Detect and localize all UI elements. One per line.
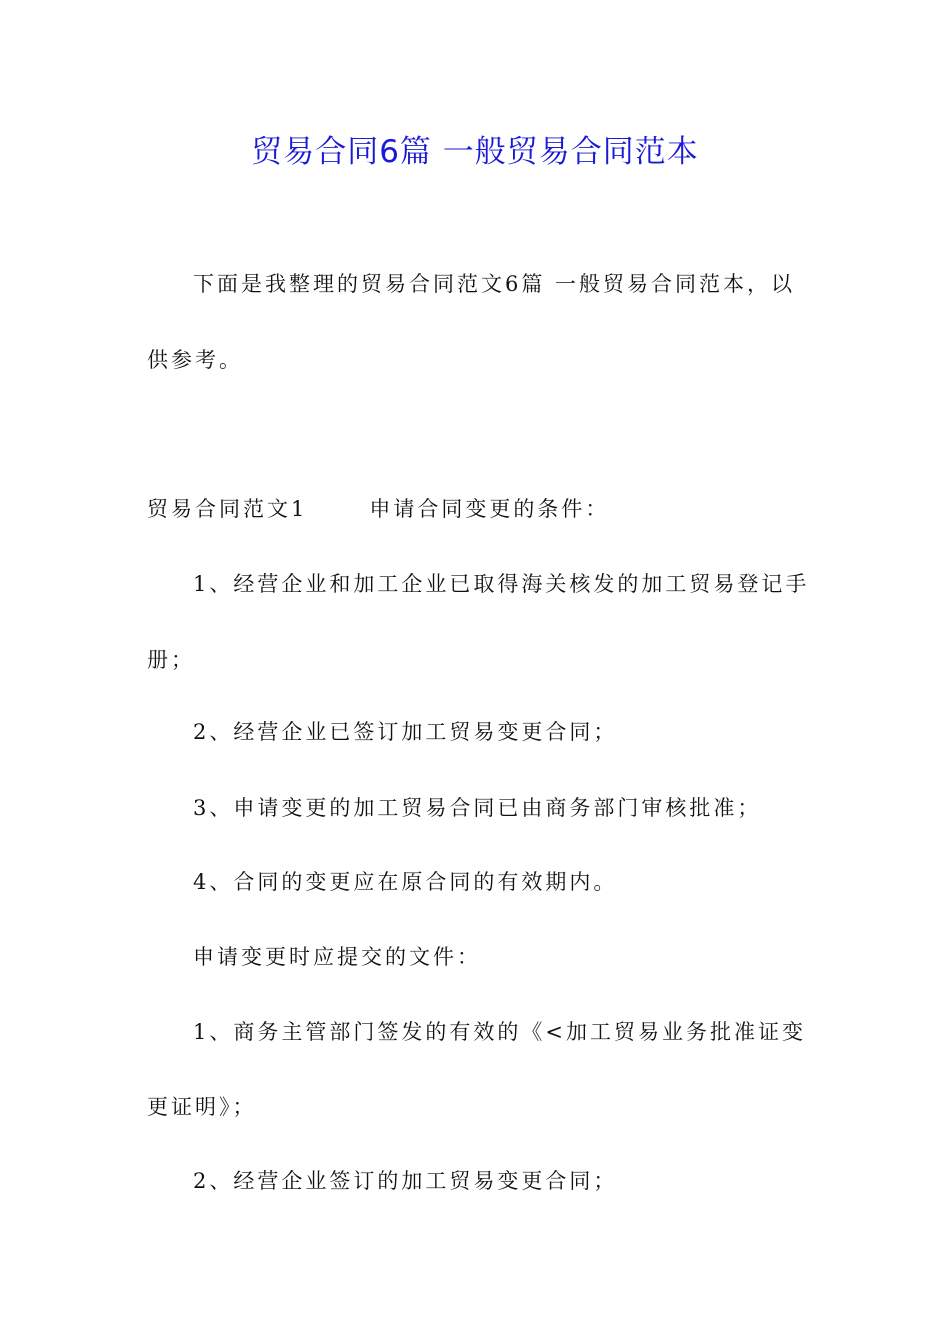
- intro-line-1: 下面是我整理的贸易合同范文6篇 一般贸易合同范本，以: [193, 272, 796, 296]
- section-heading-line: [147, 494, 807, 524]
- condition-item-3: 3、申请变更的加工贸易合同已由商务部门审核批准；: [193, 796, 762, 820]
- condition-item-2: 2、经营企业已签订加工贸易变更合同；: [193, 720, 618, 744]
- document-item-1-line-2: 更证明》；: [147, 1095, 257, 1119]
- intro-line-2: 供参考。: [147, 348, 243, 372]
- condition-item-1-line-2: 册；: [147, 648, 195, 672]
- documents-heading: 申请变更时应提交的文件：: [193, 945, 481, 969]
- document-item-1-line-1: 1、商务主管部门签发的有效的《<加工贸易业务批准证变: [193, 1020, 806, 1044]
- document-item-2: 2、经营企业签订的加工贸易变更合同；: [193, 1169, 618, 1193]
- condition-item-1-line-1: 1、经营企业和加工企业已取得海关核发的加工贸易登记手: [193, 572, 810, 596]
- section-heading: 贸易合同范文1: [147, 497, 308, 521]
- section-heading-text: 申请合同变更的条件：: [369, 497, 610, 521]
- condition-item-4: 4、合同的变更应在原合同的有效期内。: [193, 870, 618, 894]
- document-title: 贸易合同6篇 一般贸易合同范本: [251, 134, 699, 170]
